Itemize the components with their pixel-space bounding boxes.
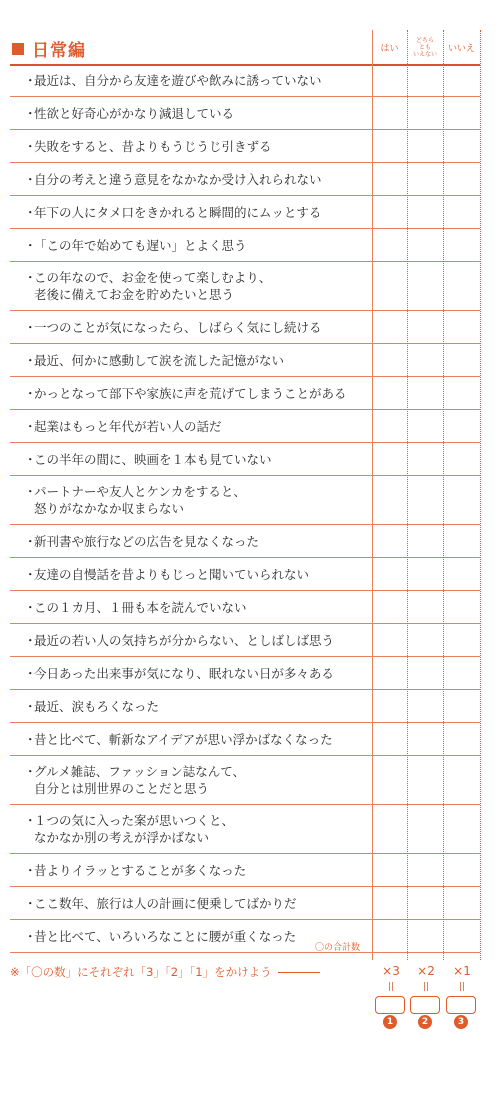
- question-row: [10, 805, 480, 854]
- answer-cell-yes[interactable]: [372, 624, 407, 656]
- multiplier-yes: ×3: [382, 964, 400, 978]
- answer-cell-no[interactable]: [443, 410, 480, 442]
- answer-cell-no[interactable]: [443, 591, 480, 623]
- bullet: ・: [24, 698, 37, 714]
- question-row: [10, 591, 480, 624]
- answer-cell-neither[interactable]: [407, 64, 443, 96]
- bullet: ・: [24, 105, 37, 121]
- equals-no: ||: [458, 982, 466, 992]
- answer-cell-no[interactable]: [443, 443, 480, 475]
- answer-cell-neither[interactable]: [407, 920, 443, 952]
- bullet: ・: [24, 862, 37, 878]
- answer-cell-neither[interactable]: [407, 723, 443, 755]
- answer-cell-yes[interactable]: [372, 229, 407, 261]
- bullet: ・: [24, 451, 37, 467]
- answer-cell-neither[interactable]: [407, 756, 443, 804]
- answer-cell-neither[interactable]: [407, 344, 443, 376]
- answer-cell-no[interactable]: [443, 657, 480, 689]
- question-line-1: この年なので、お金を使って楽しむより、: [34, 270, 272, 285]
- multiplier-neither: ×2: [417, 964, 435, 978]
- question-row: [10, 344, 480, 377]
- question-text: [10, 862, 364, 879]
- answer-cell-neither[interactable]: [407, 887, 443, 919]
- sum-label: 〇の合計数: [314, 943, 360, 953]
- answer-cell-yes[interactable]: [372, 723, 407, 755]
- answer-cell-no[interactable]: [443, 624, 480, 656]
- answer-cell-neither[interactable]: [407, 591, 443, 623]
- column-divider-3: [443, 30, 444, 960]
- question-line-1: 年下の人にタメ口をきかれると瞬間的にムッとする: [34, 204, 322, 220]
- bullet: ・: [24, 928, 37, 944]
- answer-cell-no[interactable]: [443, 163, 480, 195]
- question-text: [10, 352, 364, 369]
- bullet: ・: [24, 72, 37, 88]
- instruction-note: [10, 964, 320, 980]
- bullet: ・: [24, 138, 37, 154]
- question-line-1: 最近、何かに感動して涙を流した記憶がない: [34, 352, 285, 368]
- answer-cell-yes[interactable]: [372, 311, 407, 343]
- answer-cell-no[interactable]: [443, 756, 480, 804]
- answer-cell-no[interactable]: [443, 377, 480, 409]
- answer-cell-no[interactable]: [443, 229, 480, 261]
- question-line-2: 怒りがなかなか収まらない: [34, 501, 185, 516]
- bullet: ・: [24, 566, 37, 582]
- bullet: ・: [24, 171, 37, 187]
- answer-cell-no[interactable]: [443, 196, 480, 228]
- question-line-1: 最近の若い人の気持ちが分からない、としばしば思う: [34, 632, 335, 648]
- answer-cell-neither[interactable]: [407, 657, 443, 689]
- answer-cell-neither[interactable]: [407, 476, 443, 524]
- answer-cell-no[interactable]: [443, 476, 480, 524]
- question-row: [10, 443, 480, 476]
- question-row: [10, 525, 480, 558]
- column-neither-line1: どちら: [415, 36, 434, 44]
- answer-cell-neither[interactable]: [407, 130, 443, 162]
- question-list: [10, 64, 480, 953]
- question-row: [10, 723, 480, 756]
- question-line-1: この半年の間に、映画を１本も見ていない: [34, 451, 272, 467]
- answer-cell-yes[interactable]: [372, 163, 407, 195]
- bullet: ・: [24, 204, 37, 220]
- bullet: ・: [24, 319, 37, 335]
- question-line-1: 最近は、自分から友達を遊びや飲みに誘っていない: [34, 72, 322, 88]
- question-text: [10, 599, 364, 616]
- question-row: [10, 920, 480, 953]
- question-text: [10, 451, 364, 468]
- bullet: ・: [24, 237, 37, 253]
- question-line-1: 昔と比べて、いろいろなことに腰が重くなった: [34, 928, 297, 944]
- question-line-1: 「この年で始めても遅い」とよく思う: [34, 237, 247, 253]
- answer-cell-neither[interactable]: [407, 229, 443, 261]
- answer-cell-no[interactable]: [443, 690, 480, 722]
- bullet: ・: [24, 533, 37, 549]
- answer-cell-neither[interactable]: [407, 163, 443, 195]
- question-line-1: ここ数年、旅行は人の計画に便乗してばかりだ: [34, 895, 297, 911]
- answer-cell-neither[interactable]: [407, 805, 443, 853]
- number-badge-1: 1: [383, 1015, 397, 1029]
- question-line-1: 性欲と好奇心がかなり減退している: [34, 105, 235, 121]
- bullet: ・: [24, 352, 37, 368]
- instruction-text: ※「〇の数」にそれぞれ「3」「2」「1」をかけよう: [10, 965, 272, 979]
- column-neither: [407, 30, 443, 64]
- answer-cell-yes[interactable]: [372, 854, 407, 886]
- bullet: ・: [24, 813, 37, 828]
- square-icon: [12, 43, 24, 55]
- answer-cell-no[interactable]: [443, 920, 480, 952]
- answer-cell-yes[interactable]: [372, 657, 407, 689]
- question-line-1: 昔よりイラッとすることが多くなった: [34, 862, 247, 878]
- answer-cell-neither[interactable]: [407, 854, 443, 886]
- multiplier-no: ×1: [453, 964, 471, 978]
- bullet: ・: [24, 484, 37, 499]
- column-divider-2: [407, 30, 408, 960]
- question-row: [10, 690, 480, 723]
- question-text: [10, 731, 364, 748]
- question-text: [10, 171, 364, 188]
- bullet: ・: [24, 895, 37, 911]
- answer-cell-neither[interactable]: [407, 624, 443, 656]
- answer-cell-neither[interactable]: [407, 443, 443, 475]
- answer-cell-yes[interactable]: [372, 525, 407, 557]
- question-text: [10, 566, 364, 583]
- answer-cell-no[interactable]: [443, 262, 480, 310]
- question-line-1: 友達の自慢話を昔よりもじっと聞いていられない: [34, 566, 310, 582]
- answer-cell-neither[interactable]: [407, 558, 443, 590]
- question-text: [10, 895, 364, 912]
- question-text: [10, 533, 364, 550]
- question-line-1: パートナーや友人とケンカをすると、: [34, 484, 246, 499]
- answer-cell-no[interactable]: [443, 854, 480, 886]
- question-line-2: なかなか別の考えが浮かばない: [34, 830, 210, 845]
- answer-cell-neither[interactable]: [407, 97, 443, 129]
- answer-cell-yes[interactable]: [372, 558, 407, 590]
- question-row: [10, 887, 480, 920]
- question-text: [10, 665, 364, 682]
- question-text: [10, 385, 364, 402]
- answer-cell-yes[interactable]: [372, 410, 407, 442]
- column-neither-line2: とも: [418, 43, 431, 51]
- question-row: [10, 130, 480, 163]
- question-row: [10, 163, 480, 196]
- answer-cell-no[interactable]: [443, 97, 480, 129]
- bullet: ・: [24, 731, 37, 747]
- answer-cell-yes[interactable]: [372, 196, 407, 228]
- score-box-3[interactable]: [446, 996, 476, 1014]
- score-box-1[interactable]: [375, 996, 405, 1014]
- question-line-1: 一つのことが気になったら、しばらく気にし続ける: [34, 319, 322, 335]
- question-text: [10, 237, 364, 254]
- answer-cell-no[interactable]: [443, 558, 480, 590]
- question-line-2: 自分とは別世界のことだと思う: [34, 781, 210, 796]
- answer-cell-neither[interactable]: [407, 410, 443, 442]
- answer-cell-yes[interactable]: [372, 344, 407, 376]
- answer-cell-no[interactable]: [443, 723, 480, 755]
- question-line-1: 昔と比べて、斬新なアイデアが思い浮かばなくなった: [34, 731, 333, 747]
- bullet: ・: [24, 665, 37, 681]
- question-line-1: 失敗をすると、昔よりもうじうじ引きずる: [34, 138, 272, 154]
- answer-cell-yes[interactable]: [372, 805, 407, 853]
- answer-cell-neither[interactable]: [407, 690, 443, 722]
- question-text: [10, 632, 364, 649]
- question-row: [10, 854, 480, 887]
- answer-cell-no[interactable]: [443, 525, 480, 557]
- answer-cell-yes[interactable]: [372, 887, 407, 919]
- question-line-1: この１カ月、１冊も本を読んでいない: [34, 599, 247, 615]
- question-line-1: 自分の考えと違う意見をなかなか受け入れられない: [34, 171, 322, 187]
- section-title: [12, 36, 86, 61]
- question-row: [10, 377, 480, 410]
- bullet: ・: [24, 632, 37, 648]
- answer-cell-yes[interactable]: [372, 476, 407, 524]
- question-row: [10, 657, 480, 690]
- answer-cell-neither[interactable]: [407, 262, 443, 310]
- answer-cell-neither[interactable]: [407, 311, 443, 343]
- answer-cell-yes[interactable]: [372, 130, 407, 162]
- question-row: [10, 262, 480, 311]
- question-text: [10, 418, 364, 435]
- bullet: ・: [24, 599, 37, 615]
- answer-cell-no[interactable]: [443, 130, 480, 162]
- answer-cell-yes[interactable]: [372, 377, 407, 409]
- question-row: [10, 624, 480, 657]
- question-row: [10, 311, 480, 344]
- question-line-1: 新刊書や旅行などの広告を見なくなった: [34, 533, 260, 549]
- column-no: いいえ: [447, 43, 475, 54]
- question-text: [10, 105, 364, 122]
- answer-cell-yes[interactable]: [372, 690, 407, 722]
- answer-cell-no[interactable]: [443, 344, 480, 376]
- bullet: ・: [24, 270, 37, 285]
- question-text: [10, 698, 364, 715]
- question-line-1: 今日あった出来事が気になり、眠れない日が多々ある: [34, 665, 334, 681]
- question-line-1: １つの気に入った案が思いつくと、: [34, 813, 235, 828]
- question-text: [10, 483, 364, 517]
- question-row: [10, 410, 480, 443]
- question-row: [10, 756, 480, 805]
- score-box-2[interactable]: [410, 996, 440, 1014]
- column-divider-4: [480, 30, 481, 960]
- question-text: [10, 763, 364, 797]
- answer-cell-yes[interactable]: [372, 262, 407, 310]
- question-row: [10, 196, 480, 229]
- question-text: [10, 269, 364, 303]
- answer-cell-no[interactable]: [443, 887, 480, 919]
- number-badge-3: 3: [454, 1015, 468, 1029]
- question-row: [10, 476, 480, 525]
- answer-cell-no[interactable]: [443, 805, 480, 853]
- question-line-1: かっとなって部下や家族に声を荒げてしまうことがある: [34, 385, 347, 401]
- instruction-dash: [278, 972, 320, 973]
- header-row: [10, 30, 480, 66]
- question-row: [10, 229, 480, 262]
- bullet: ・: [24, 418, 37, 434]
- answer-cell-neither[interactable]: [407, 196, 443, 228]
- equals-neither: ||: [422, 982, 430, 992]
- question-line-1: 起業はもっと年代が若い人の話だ: [34, 418, 222, 434]
- answer-cell-yes[interactable]: [372, 443, 407, 475]
- question-text: [10, 319, 364, 336]
- answer-cell-no[interactable]: [443, 64, 480, 96]
- equals-yes: ||: [387, 982, 395, 992]
- column-divider-1: [372, 30, 373, 960]
- question-row: [10, 558, 480, 591]
- section-title-text: 日常編: [32, 41, 86, 61]
- question-text: [10, 138, 364, 155]
- answer-cell-yes[interactable]: [372, 97, 407, 129]
- question-line-2: 老後に備えてお金を貯めたいと思う: [34, 287, 235, 302]
- answer-cell-yes[interactable]: [372, 756, 407, 804]
- bullet: ・: [24, 764, 37, 779]
- question-line-1: グルメ雑誌、ファッション誌なんて、: [34, 764, 246, 779]
- question-text: [10, 204, 364, 221]
- bullet: ・: [24, 385, 37, 401]
- question-row: [10, 64, 480, 97]
- answer-cell-neither[interactable]: [407, 525, 443, 557]
- answer-cell-neither[interactable]: [407, 377, 443, 409]
- number-badge-2: 2: [418, 1015, 432, 1029]
- question-text: [10, 812, 364, 846]
- answer-cell-no[interactable]: [443, 311, 480, 343]
- column-neither-line3: いえない: [412, 50, 437, 58]
- column-yes: はい: [380, 43, 399, 54]
- answer-cell-yes[interactable]: [372, 64, 407, 96]
- answer-cell-yes[interactable]: [372, 920, 407, 952]
- question-line-1: 最近、涙もろくなった: [34, 698, 160, 714]
- answer-cell-yes[interactable]: [372, 591, 407, 623]
- question-text: [10, 72, 364, 89]
- question-row: [10, 97, 480, 130]
